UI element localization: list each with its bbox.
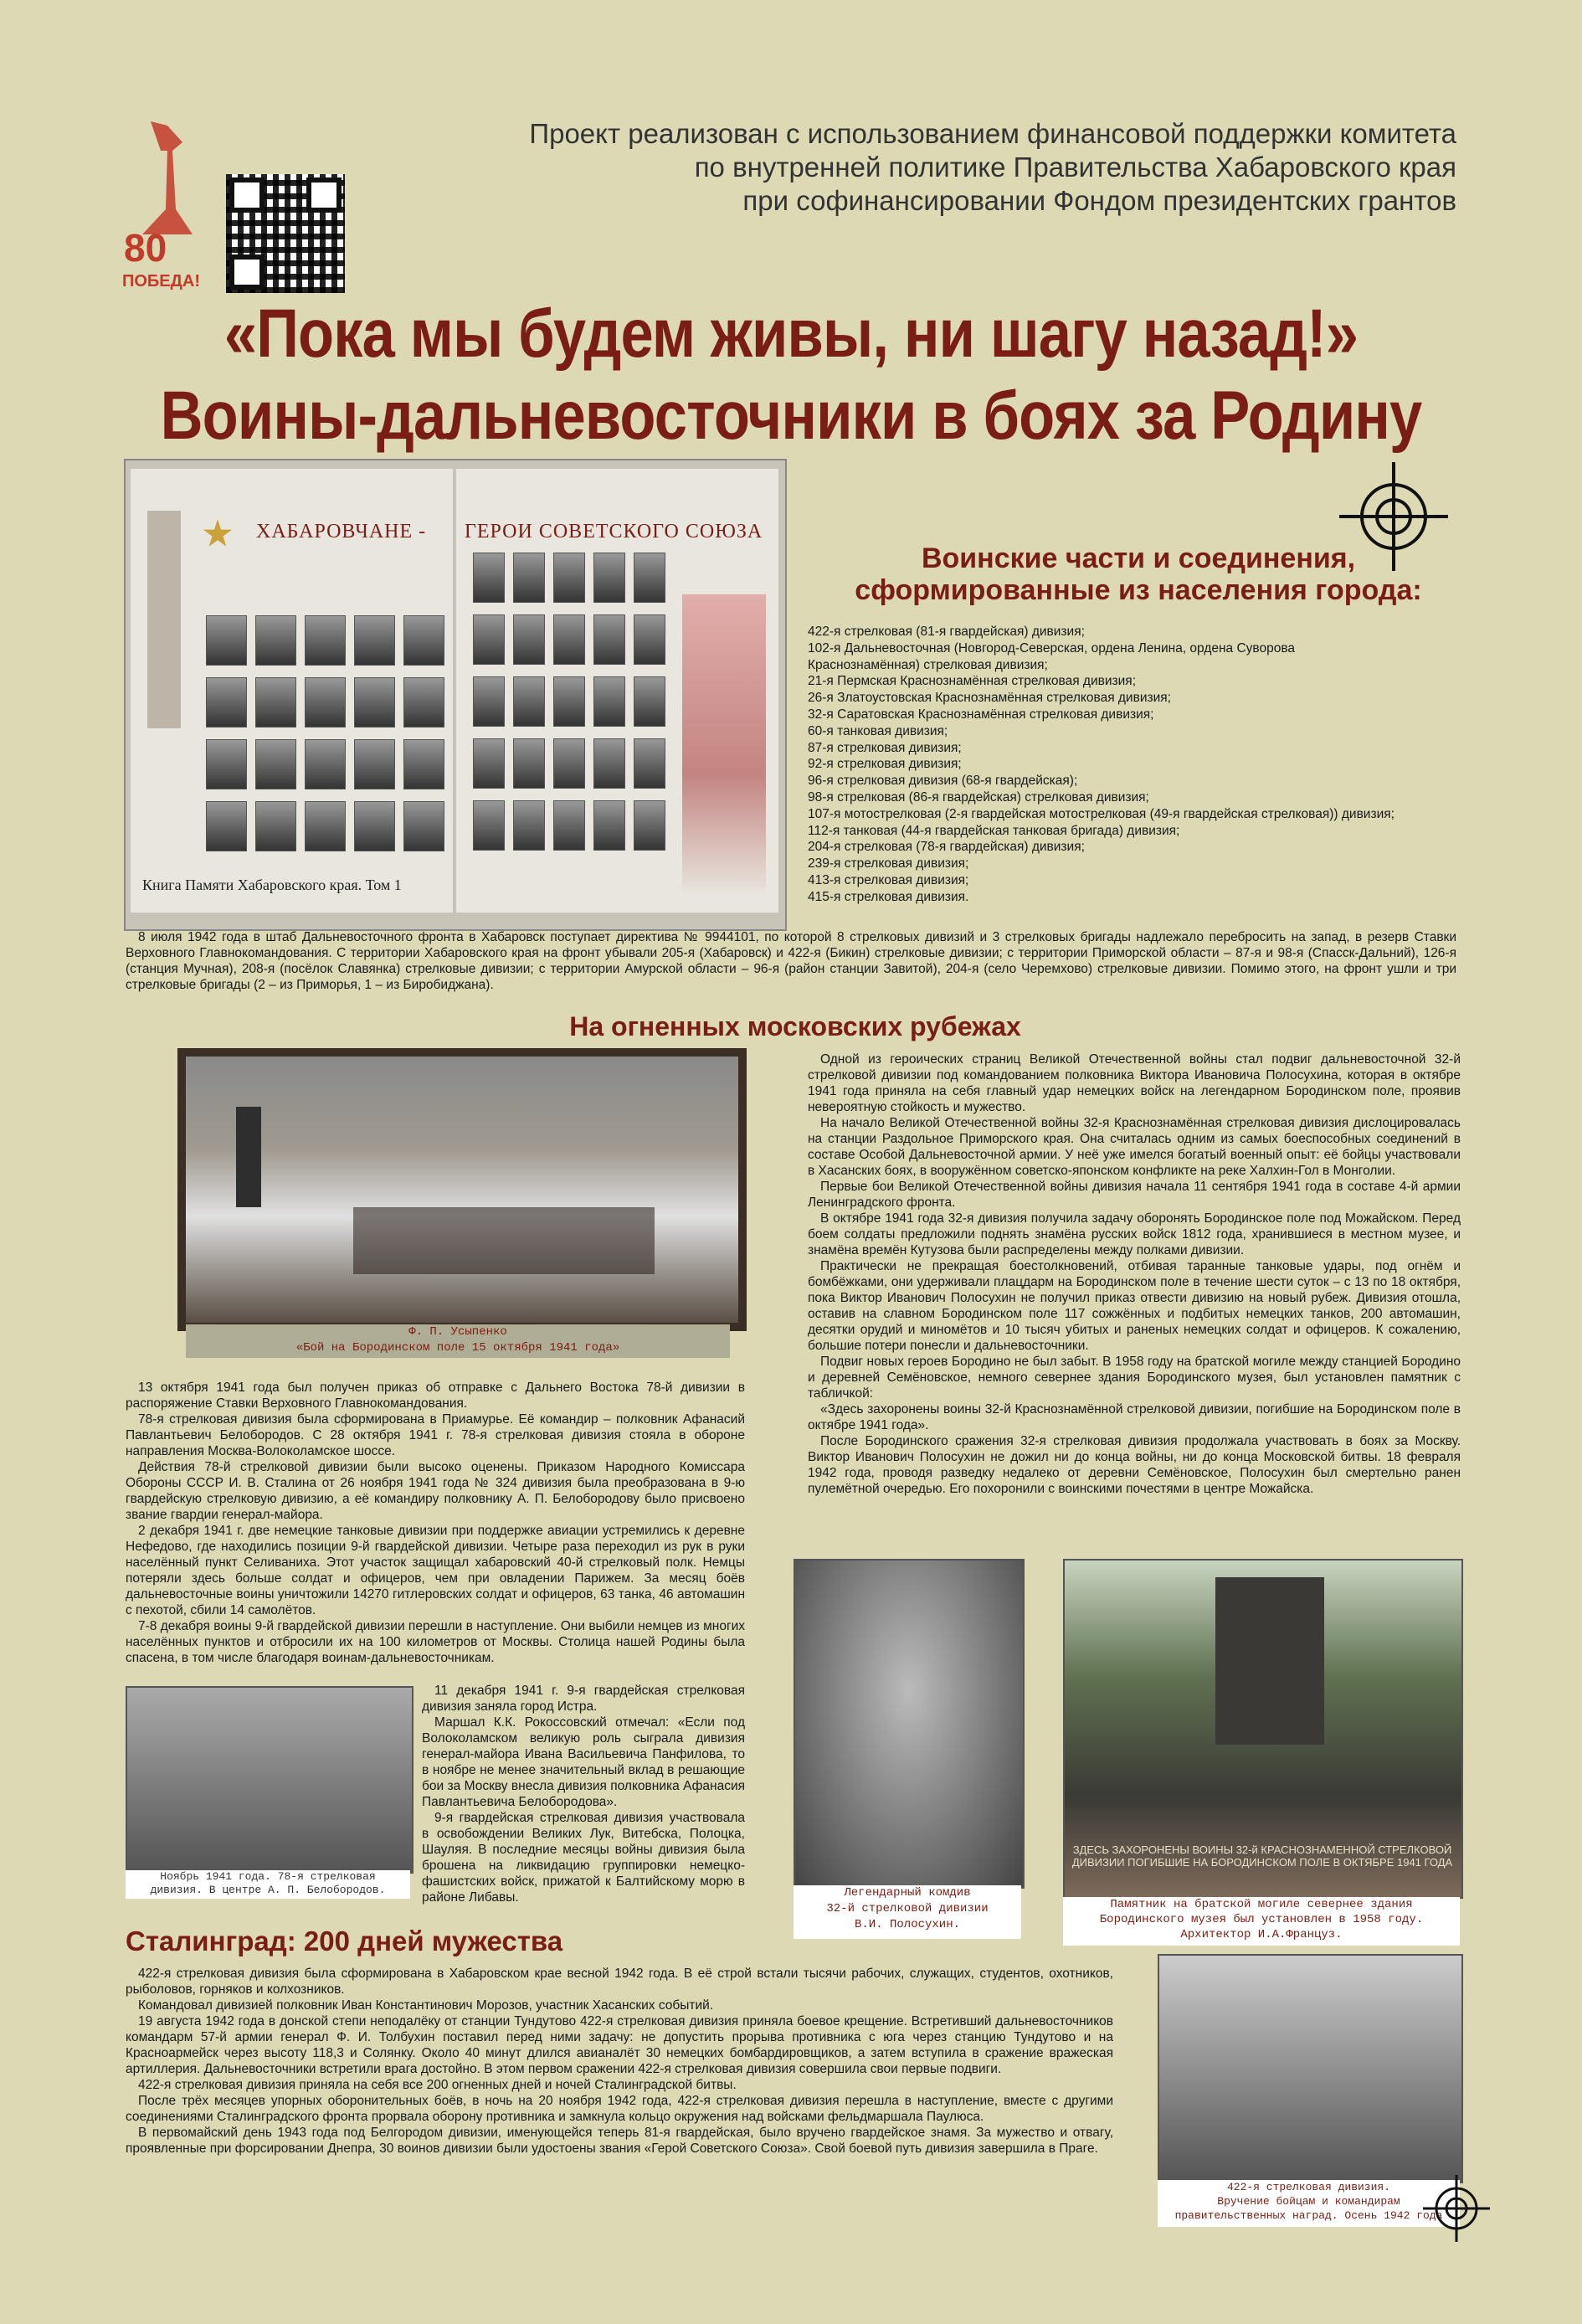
paragraph: 7-8 декабря воины 9-й гвардейской дивизии перешли в наступление. Они выбили немцев из многих населённых пунктов и отбросили их на 100 километров от Москвы. Столица нашей Родины была спасена, в том числе благодаря воинам-дальневосточникам.: [126, 1619, 745, 1665]
units-list: [808, 624, 1461, 906]
caption-line: Памятник на братской могиле севернее здания: [1110, 1898, 1413, 1911]
units-heading-line-2: сформированные из населения города:: [855, 574, 1422, 606]
paragraph: 78-я стрелковая дивизия была сформирована в Приамурье. Её командир – полковник Афанасий Павлантьевич Белобородов. С 28 октября 1941 г. 78-я стрелковая дивизия стояла в обороне направления Москва-Волоколамское шоссе.: [126, 1412, 745, 1458]
monument-icon: [147, 511, 181, 728]
qr-code[interactable]: [226, 174, 345, 293]
monument-caption: [1063, 1897, 1460, 1946]
book-caption: Книга Памяти Хабаровского края. Том 1: [142, 877, 402, 893]
paragraph: Практически не прекращая боестолкновений, отбивая таранные танковые удары, под огнём и бомбёжками, они удерживали плацдарм на Бородинском поле в течение шести суток – с 13 по 18 октября, пока Виктор Иванович Полосухин не получил приказ отвести дивизию на новый рубеж. Дивизия отошла, оставив на славном Бородинском поле 117 сожжённых и подбитых немецких танков, 200 автомашин, десятки орудий и миномётов и 10 тысяч убитых и раненых немецких солдат и офицеров. К сожалению, большие потери понесли и дальневосточники.: [808, 1259, 1461, 1353]
unit-item: 26-я Златоустовская Краснознамённая стрелковая дивизия;: [808, 691, 1171, 706]
painting-author: Ф. П. Усыпенко: [408, 1325, 507, 1339]
division-422-caption: [1158, 2180, 1460, 2227]
caption-line: Легендарный комдив: [844, 1886, 971, 1900]
book-left-page: [131, 469, 453, 913]
monument-silhouette: [236, 1107, 261, 1207]
sponsor-text: [360, 117, 1456, 218]
polosukhin-caption: [794, 1885, 1021, 1939]
painting-caption: [186, 1324, 730, 1358]
unit-item: 96-я стрелковая дивизия (68-я гвардейская);: [808, 774, 1078, 789]
caption-line: 422-я стрелковая дивизия.: [1226, 2181, 1391, 2193]
unit-item: Краснознамённая) стрелковая дивизия;: [808, 657, 1048, 672]
paragraph: Одной из героических страниц Великой Отечественной войны стал подвиг дальневосточной 32-й стрелковой дивизии под командованием полковника Виктора Ивановича Полосухина, которая в октябре 1941 года приняла на себя главный удар немецких войск на легендарном Бородинском поле, проявив невероятную стойкость и мужество.: [808, 1052, 1461, 1114]
paragraph: Маршал К.К. Рокоссовский отмечал: «Если под Волоколамском великую роль сыграла дивизия генерал-майора Ивана Васильевича Панфилова, то в ноябре не менее значительный вклад в решающие бои за Москву внесла дивизия полковника Афанасия Павлантьевича Белобородова».: [422, 1715, 745, 1809]
battle-painting: [177, 1048, 747, 1331]
unit-item: 92-я стрелковая дивизия;: [808, 757, 962, 772]
paragraph: Командовал дивизией полковник Иван Константинович Морозов, участник Хасанских событий.: [138, 1998, 714, 2013]
paragraph: 9-я гвардейская стрелковая дивизия участвовала в освобождении Великих Лук, Витебска, Полоцка, Шауляя. В последние месяцы войны дивизия была брошена на ликвидацию группировки немецко-фашистских войск, прижатой к Балтийскому морю в районе Либавы.: [422, 1811, 745, 1905]
borodino-monument-photo: [1063, 1559, 1463, 1899]
monument-plaque: ЗДЕСЬ ЗАХОРОНЕНЫ ВОИНЫ 32-й КРАСНОЗНАМЕННОЙ СТРЕЛКОВОЙ ДИВИЗИИ ПОГИБШИЕ НА БОРОДИНСКОМ ПОЛЕ В ОКТЯБРЕ 1941 ГОДА: [1071, 1843, 1453, 1869]
victory-80-logo: [117, 117, 226, 293]
book-right-page: [456, 469, 778, 913]
unit-item: 413-я стрелковая дивизия;: [808, 872, 969, 887]
moscow-left-column: [126, 1380, 745, 1666]
logo-number: 80: [124, 226, 167, 270]
unit-item: 107-я мотострелковая (2-я гвардейская мотострелковая (49-я гвардейская стрелковая)) дивизия;: [808, 806, 1395, 821]
unit-item: 204-я стрелковая (78-я гвардейская) дивизия;: [808, 840, 1085, 855]
unit-item: 60-я танковая дивизия;: [808, 723, 948, 738]
caption-line: дивизия. В центре А. П. Белобородов.: [150, 1884, 386, 1896]
caption-line: Архитектор И.А.Француз.: [1180, 1928, 1343, 1941]
paragraph: 422-я стрелковая дивизия была сформирована в Хабаровском крае весной 1942 года. В её строй встали тысячи рабочих, служащих, студентов, охотников, рыболовов, горняков и колхозников.: [126, 1967, 1113, 1997]
beloborodov-photo: [126, 1686, 413, 1874]
book-header-right: ГЕРОИ СОВЕТСКОГО СОЮЗА: [465, 521, 763, 542]
portrait-grid-left: [206, 615, 444, 851]
unit-item: 98-я стрелковая (86-я гвардейская) стрелковая дивизия;: [808, 789, 1149, 805]
soldiers-silhouette: [353, 1207, 655, 1274]
polosukhin-portrait: [794, 1559, 1025, 1889]
sponsor-line-2: по внутренней политике Правительства Хабаровского края: [694, 152, 1456, 183]
monument-stone: [1215, 1577, 1324, 1745]
paragraph: В октябре 1941 года 32-я дивизия получила задачу оборонять Бородинское поле под Можайском. Перед боем солдаты предложили поднять знамёна русских войск 1812 года, хранившиеся в местном музее, и знамёна времён Кутузова были распределены между полками дивизии.: [808, 1211, 1461, 1257]
paragraph: 13 октября 1941 года был получен приказ об отправке с Дальнего Востока 78-й дивизии в распоряжение Ставки Верховного Главнокомандования.: [126, 1381, 745, 1411]
flag-illustration: [682, 594, 766, 896]
paragraph: В первомайский день 1943 года под Белгородом дивизии, именующейся теперь 81-я гвардейская, было вручено гвардейское знамя. За мужество и отвагу, проявленные при форсировании Днепра, 30 воинов дивизии были удостоены звания «Герой Советского Союза». Свой боевой путь дивизия завершила в Праге.: [126, 2126, 1113, 2156]
stalingrad-heading: Сталинград: 200 дней мужества: [126, 1926, 563, 1956]
paragraph: «Здесь захоронены воины 32-й Краснознамённой стрелковой дивизии, погибшие на Бородинском поле в октябре 1941 года».: [808, 1402, 1461, 1432]
caption-line: 32-й стрелковой дивизии: [826, 1902, 989, 1915]
paragraph: После Бородинского сражения 32-я стрелковая дивизия продолжала участвовать в боях за Москву. Виктор Иванович Полосухин не дожил ни до конца войны, ни до конца Московской битвы. 18 февраля 1942 года, проводя разведку недалеко от деревни Семёновское, Полосухин был смертельно ранен пулемётной очередью. Его похоронили с воинскими почестями в центре Можайска.: [808, 1434, 1461, 1496]
units-heading-line-1: Воинские части и соединения,: [921, 542, 1356, 574]
moscow-right-column: [808, 1051, 1461, 1497]
sponsor-line-1: Проект реализован с использованием финансовой поддержки комитета: [529, 118, 1456, 149]
paragraph: На начало Великой Отечественной войны 32-я Краснознамённая стрелковая дивизия дислоцировалась на станции Раздольное Приморского края. Она считалась одним из самых боеспособных соединений в составе Особой Дальневосточной армии. У неё уже имелся богатый военный опыт: её бойцы участвовали в Хасанских боях, в вооружённом советско-японском конфликте на реке Халхин-Гол в Монголии.: [808, 1116, 1461, 1178]
unit-item: 112-я танковая (44-я гвардейская танковая бригада) дивизия;: [808, 823, 1180, 838]
units-heading: [837, 542, 1440, 606]
caption-line: правительственных наград. Осень 1942 года: [1174, 2209, 1443, 2222]
painting-title: «Бой на Бородинском поле 15 октября 1941 года»: [295, 1341, 620, 1355]
unit-item: 102-я Дальневосточная (Новгород-Северская, ордена Ленина, ордена Суворова: [808, 640, 1296, 656]
paragraph: Действия 78-й стрелковой дивизии были высоко оценены. Приказом Народного Комиссара Обороны СССР И. В. Сталина от 26 ноября 1941 года № 324 дивизия была преобразована в 9-ю гвардейскую стрелковую дивизию, а её командиру полковнику А. П. Белобородову было присвоено звание гвардии генерал-майора.: [126, 1460, 745, 1522]
caption-line: Ноябрь 1941 года. 78-я стрелковая: [160, 1870, 376, 1883]
unit-item: 415-я стрелковая дивизия.: [808, 889, 969, 904]
caption-line: В.И. Полосухин.: [854, 1918, 961, 1931]
paragraph: После трёх месяцев упорных оборонительных боёв, в ночь на 20 ноября 1942 года, 422-я стрелковая дивизия перешла в наступление, вместе с другими соединениями Сталинградского фронта прорвала оборону противника и замкнула кольцо окружения над войсками фельдмаршала Паулюса.: [126, 2094, 1113, 2124]
paragraph: Первые бои Великой Отечественной войны дивизия начала 11 сентября 1941 года в составе 4-й армии Ленинградского фронта.: [808, 1180, 1461, 1210]
book-header-left: ХАБАРОВЧАНЕ -: [256, 521, 427, 542]
portrait-grid-right: [473, 553, 665, 851]
paragraph: Подвиг новых героев Бородино не был забыт. В 1958 году на братской могиле между станцией Бородино и деревней Семёновское, немного севернее здания Бородинского музея, был установлен памятник с табличкой:: [808, 1355, 1461, 1401]
beloborodov-photo-caption: [126, 1870, 410, 1899]
memory-book-photo: [124, 459, 787, 931]
caption-line: Вручение бойцам и командирам: [1217, 2195, 1400, 2208]
intro-paragraph: 8 июля 1942 года в штаб Дальневосточного фронта в Хабаровск поступает директива № 9944101, по которой 8 стрелковых дивизий и 3 стрелковых бригады надлежало перебросить на запад, в резерв Ставки Верховного Главнокомандования. С территории Хабаровского края на фронт убывали 205-я (Хабаровск) и 422-я (Бикин) стрелковые дивизии; с территории Приморской области – 87-я и 98-я (Спасск-Дальний), 126-я (станция Мучная), 208-я (посёлок Славянка) стрелковые дивизии; с территории Амурской области – 96-я (район станции Завитой), 204-я (село Черемхово) стрелковые дивизии. Помимо этого, на фронт ушли и три стрелковые бригады (2 – из Приморья, 1 – из Биробиджана).: [126, 930, 1456, 992]
unit-item: 21-я Пермская Краснознамённая стрелковая дивизия;: [808, 674, 1136, 689]
caption-line: Бородинского музея был установлен в 1958 году.: [1099, 1913, 1424, 1926]
unit-item: 32-я Саратовская Краснознамённая стрелковая дивизия;: [808, 707, 1154, 722]
crosshair-icon: [1423, 2175, 1490, 2242]
paragraph: 2 декабря 1941 г. две немецкие танковые дивизии при поддержке авиации устремились к деревне Нефедово, где находились позиции 9-й гвардейской дивизии. Четыре раза переходил из рук в руки населённый пункт Селиваниха. Этот участок защищал хабаровский 40-й стрелковый полк. Немцы потеряли здесь больше солдат и офицеров, чем при овладении Парижем. За месяц боёв дальневосточные воины уничтожили 14270 гитлеровских солдат и офицеров, 63 танка, 46 автомашин с пехотой, сбили 14 самолётов.: [126, 1524, 745, 1617]
unit-item: 87-я стрелковая дивизия;: [808, 740, 962, 755]
paragraph: 11 декабря 1941 г. 9-я гвардейская стрелковая дивизия заняла город Истра.: [422, 1684, 745, 1714]
paragraph: 422-я стрелковая дивизия приняла на себя все 200 огненных дней и ночей Сталинградской битвы.: [138, 2078, 737, 2092]
stalingrad-text: [126, 1966, 1113, 2157]
sponsor-line-3: при софинансировании Фондом президентских грантов: [742, 185, 1456, 216]
main-title-line-1: «Пока мы будем живы, ни шагу назад!»: [223, 296, 1359, 372]
unit-item: 239-я стрелковая дивизия;: [808, 856, 969, 872]
division-422-photo: [1158, 1954, 1463, 2183]
gold-star-icon: [203, 519, 233, 549]
moscow-left-column-2: [422, 1683, 745, 1905]
unit-item: 422-я стрелковая (81-я гвардейская) дивизия;: [808, 625, 1085, 639]
paragraph: 19 августа 1942 года в донской степи неподалёку от станции Тундутово 422-я стрелковая дивизия приняла боевое крещение. Встретивший дальневосточников командарм 57-й армии генерал Ф. И. Толбухин поставил перед ними задачу: не допустить прорыва противника с юга через станцию Тундутово и на Красноармейск через высоту 118,3 и Солянку. Около 40 минут длился авианалёт 30 немецких бомбардировщиков, а затем вступила в сражение вражеская артиллерия. Дальневосточники встретили врага достойно. В этом первом сражении 422-я стрелковая дивизия совершила свои первые подвиги.: [126, 2014, 1113, 2076]
logo-word: ПОБЕДА!: [122, 272, 200, 290]
main-title-line-2: Воины-дальневосточники в боях за Родину: [160, 378, 1422, 454]
moscow-heading: На огненных московских рубежах: [569, 1011, 1021, 1041]
